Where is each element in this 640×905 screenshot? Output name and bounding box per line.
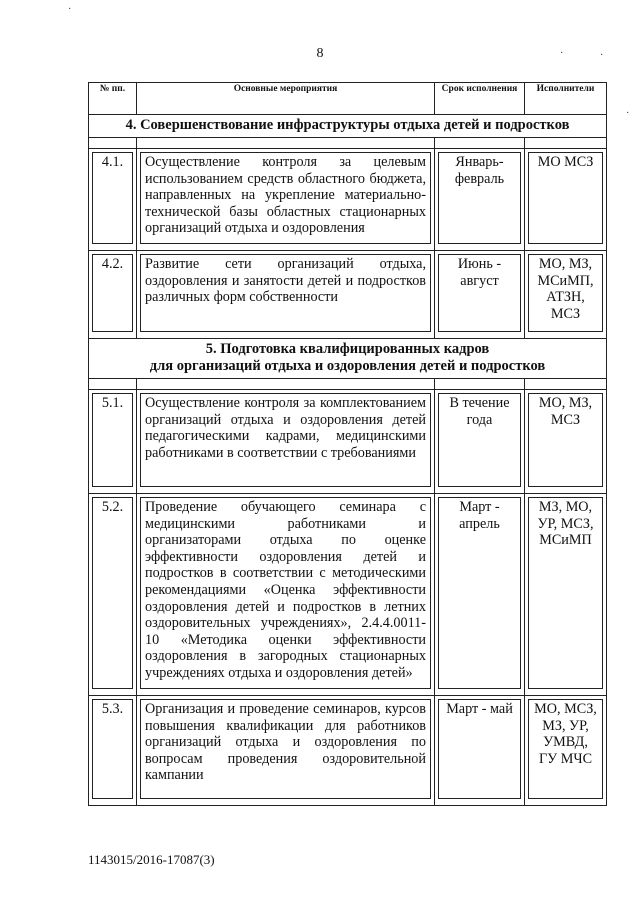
section-5-title-line2: для организаций отдыха и оздоровления детей и подростков — [149, 358, 546, 374]
table-row — [89, 696, 607, 806]
row-number: 4.1. — [92, 152, 133, 244]
table-row — [89, 251, 607, 339]
row-term: Март - май — [438, 699, 521, 799]
row-executor: МО МСЗ — [528, 152, 603, 244]
table-row — [89, 494, 607, 696]
row-activity: Развитие сети организаций отдыха, оздоровления и занятости детей и подростков различных форм собственности — [140, 254, 431, 332]
row-executor: МО, МЗ, МСиМП, АТЗН, МСЗ — [528, 254, 603, 332]
header-num: № пп. — [89, 83, 137, 115]
row-executor: МО, МСЗ, МЗ, УР, УМВД, ГУ МЧС — [528, 699, 603, 799]
header-term: Срок исполнения — [435, 83, 525, 115]
row-executor: МО, МЗ, МСЗ — [528, 393, 603, 487]
section-4-row — [89, 115, 607, 138]
row-number: 4.2. — [92, 254, 133, 332]
row-activity: Осуществление контроля за комплектованием организаций отдыха и оздоровления детей педагогическими кадрами, медицинскими работниками в соответствии с требованиями — [140, 393, 431, 487]
section-4-title: 4. Совершенствование инфраструктуры отдыха детей и подростков — [89, 115, 607, 138]
row-executor: МЗ, МО, УР, МСЗ, МСиМП — [528, 497, 603, 689]
scan-speck: · — [626, 108, 630, 119]
table-header-row — [89, 83, 607, 115]
row-term: Июнь - август — [438, 254, 521, 332]
row-activity: Проведение обучающего семинара с медицинскими работниками и организаторами отдыха по оценке эффективности оздоровления детей и подростков в соответствии с методическими рекомендациями «Оценка эффективности оздоровления детей и подростков в летних оздоровительных учреждениях», 2.4.4.0011-10 «Методика оценки эффективности оздоровления в загородных стационарных учреждениях отдыха и оздоровления детей» — [140, 497, 431, 689]
table-row — [89, 149, 607, 251]
activities-table — [88, 82, 607, 806]
row-number: 5.2. — [92, 497, 133, 689]
document-footer-code: 1143015/2016-17087(3) — [88, 852, 215, 867]
page-number: 8 — [316, 46, 324, 61]
row-term: Март - апрель — [438, 497, 521, 689]
section-5-title-line1: 5. Подготовка квалифицированных кадров — [205, 341, 490, 357]
row-number: 5.3. — [92, 699, 133, 799]
scan-speck: · — [68, 4, 72, 15]
spacer-row — [89, 138, 607, 149]
section-5-row — [89, 339, 607, 379]
row-activity: Осуществление контроля за целевым использованием средств областного бюджета, направленных на укрепление материально-технической базы областных стационарных организаций отдыха и оздоровления — [140, 152, 431, 244]
header-activity: Основные мероприятия — [137, 83, 435, 115]
table-row — [89, 390, 607, 494]
row-activity: Организация и проведение семинаров, курсов повышения квалификации для работников организаций отдыха и оздоровления по вопросам проведения оздоровительной кампании — [140, 699, 431, 799]
scan-speck: · — [600, 50, 604, 61]
row-term: Январь-февраль — [438, 152, 521, 244]
scan-speck: · — [560, 48, 564, 59]
spacer-row — [89, 379, 607, 390]
header-executor: Исполнители — [525, 83, 607, 115]
row-number: 5.1. — [92, 393, 133, 487]
section-5-title — [89, 339, 607, 379]
row-term: В течение года — [438, 393, 521, 487]
